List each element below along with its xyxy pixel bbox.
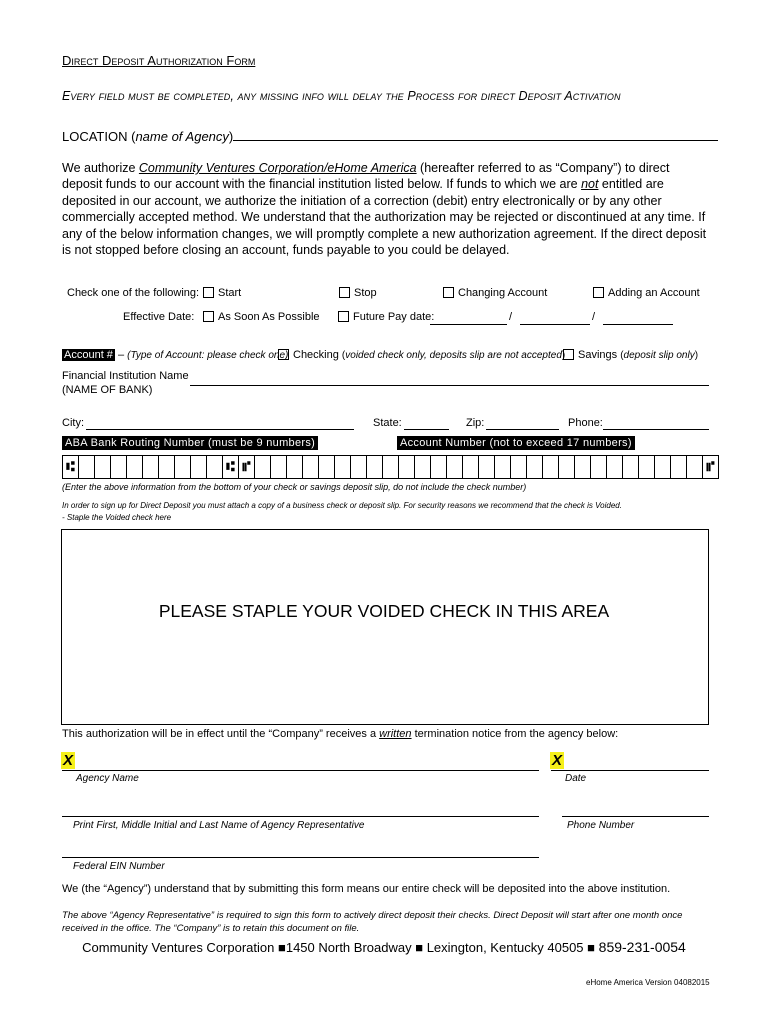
footer-city: Lexington, Kentucky 40505 [426, 940, 584, 955]
micr-entry-grid [62, 455, 719, 479]
auth-text-1: We authorize [62, 161, 139, 175]
effective-date-label: Effective Date: [123, 311, 195, 323]
account-digit-2[interactable] [270, 455, 287, 479]
account-digit-25[interactable] [638, 455, 655, 479]
ein-field[interactable] [62, 857, 539, 858]
city-label: City: [62, 417, 84, 429]
zip-label: Zip: [466, 417, 485, 429]
form-title: Direct Deposit Authorization Form [62, 53, 256, 68]
transit-start-symbol: ⑆ [62, 455, 79, 479]
routing-digit-7[interactable] [174, 455, 191, 479]
routing-number-header: ABA Bank Routing Number (must be 9 numbers) [62, 436, 318, 450]
future-date-year-field[interactable] [603, 312, 673, 325]
account-digit-12[interactable] [430, 455, 447, 479]
savings-option[interactable]: Savings (deposit slip only) [563, 349, 698, 361]
option-future-pay-date[interactable] [338, 311, 434, 323]
date-field[interactable] [551, 770, 709, 771]
agency-name-caption: Agency Name [76, 773, 139, 784]
city-field[interactable] [86, 417, 354, 430]
not-emphasis: not [581, 177, 599, 192]
completion-notice: Every field must be completed, any missing info will delay the Process for direct Deposit Activation [62, 89, 621, 103]
agency-statement: We (the “Agency”) understand that by submitting this form means our entire check will be deposited into the above institution. [62, 883, 671, 895]
written-emphasis: written [379, 728, 412, 740]
savings-checkbox[interactable] [563, 349, 574, 360]
rep-note: The above “Agency Representative” is required to sign this form to actively direct deposit their checks. Direct Deposit will start after one month once received in the office. The “Company” is to retain this document on file. [62, 910, 683, 934]
account-type-note: (Type of Account: please check one) [127, 350, 289, 361]
account-digit-3[interactable] [286, 455, 303, 479]
date-caption: Date [565, 773, 587, 784]
account-digit-5[interactable] [318, 455, 335, 479]
routing-digit-3[interactable] [110, 455, 127, 479]
termination-text-1: This authorization will be in effect until the “Company” receives a [62, 728, 380, 740]
version-label: eHome America Version 04082015 [586, 978, 710, 987]
option-adding-account[interactable] [593, 287, 700, 299]
account-digit-8[interactable] [366, 455, 383, 479]
auth-text-2: (hereafter referred to as “Company”) to direct deposit funds to our account with the financial institution listed below. If funds to which we are [62, 161, 670, 192]
account-digit-4[interactable] [302, 455, 319, 479]
checking-option[interactable]: Checking (voided check only, deposits slip are not accepted) [278, 349, 565, 361]
phone-label: Phone: [568, 417, 603, 429]
option-asap[interactable] [203, 311, 320, 323]
future-date-month-field[interactable] [430, 312, 507, 325]
future-pay-checkbox[interactable] [338, 311, 349, 322]
footer-contact [0, 939, 768, 955]
staple-note-1: In order to sign up for Direct Deposit you must attach a copy of a business check or deposit slip. For security reasons we recommend that the check is Voided. [62, 501, 622, 510]
routing-digit-2[interactable] [94, 455, 111, 479]
footer-org: Community Ventures Corporation [82, 940, 275, 955]
start-checkbox[interactable] [203, 287, 214, 298]
account-digit-15[interactable] [478, 455, 495, 479]
account-digit-9[interactable] [382, 455, 399, 479]
routing-digit-4[interactable] [126, 455, 143, 479]
termination-text-2: termination notice from the agency below: [411, 728, 619, 740]
rep-name-field[interactable] [62, 816, 539, 817]
account-number-header: Account Number (not to exceed 17 numbers) [397, 436, 635, 450]
account-digit-26[interactable] [654, 455, 671, 479]
footer-address: 1450 North Broadway [285, 940, 412, 955]
account-digit-17[interactable] [510, 455, 527, 479]
bank-name-field[interactable] [190, 385, 709, 386]
account-number-label: Account # [64, 349, 113, 361]
onus-symbol: ⑈ [238, 455, 255, 479]
check-one-label: Check one of the following: [67, 287, 200, 299]
account-digit-16[interactable] [494, 455, 511, 479]
rep-name-caption: Print First, Middle Initial and Last Name of Agency Representative [73, 820, 365, 831]
date-sign-x: X [552, 752, 563, 769]
micr-note: (Enter the above information from the bottom of your check or savings deposit slip, do not include the check number) [62, 482, 527, 492]
stop-label: Stop [354, 287, 377, 299]
end-symbol: ⑈ [702, 455, 719, 479]
footer-bullet-icon: ■ [587, 940, 596, 955]
account-digit-21[interactable] [574, 455, 591, 479]
checking-note: voided check only, deposits slip are not accepted [345, 350, 562, 361]
staple-note-2: - Staple the Voided check here [62, 513, 172, 522]
routing-digit-1[interactable] [78, 455, 95, 479]
routing-digit-6[interactable] [158, 455, 175, 479]
account-digit-20[interactable] [558, 455, 575, 479]
authorization-paragraph [62, 160, 712, 258]
account-digit-7[interactable] [350, 455, 367, 479]
checking-checkbox[interactable] [278, 349, 289, 360]
account-digit-1[interactable] [254, 455, 271, 479]
asap-label: As Soon As Possible [218, 311, 320, 323]
account-digit-18[interactable] [526, 455, 543, 479]
termination-text [62, 728, 618, 740]
account-digit-27[interactable] [670, 455, 687, 479]
routing-digit-9[interactable] [206, 455, 223, 479]
checking-label: Checking [293, 349, 339, 361]
phone-field[interactable] [603, 417, 709, 430]
account-digit-14[interactable] [462, 455, 479, 479]
savings-note: deposit slip only [623, 350, 695, 361]
start-label: Start [218, 287, 242, 299]
routing-digit-5[interactable] [142, 455, 159, 479]
bank-label-1: Financial Institution Name [62, 370, 189, 382]
staple-check-area[interactable] [61, 529, 709, 725]
date-slash-2: / [592, 311, 596, 323]
ein-caption: Federal EIN Number [73, 861, 165, 872]
adding-account-checkbox[interactable] [593, 287, 604, 298]
location-label: LOCATION ( [62, 129, 136, 144]
account-digit-19[interactable] [542, 455, 559, 479]
adding-account-label: Adding an Account [608, 287, 700, 299]
location-row [62, 128, 718, 144]
state-field[interactable] [404, 417, 449, 430]
date-slash-1: / [509, 311, 513, 323]
account-digit-24[interactable] [622, 455, 639, 479]
account-digit-10[interactable] [398, 455, 415, 479]
rep-phone-field[interactable] [562, 816, 709, 817]
asap-checkbox[interactable] [203, 311, 214, 322]
routing-digit-8[interactable] [190, 455, 207, 479]
option-changing-account[interactable] [443, 287, 547, 299]
rep-phone-caption: Phone Number [567, 820, 635, 831]
account-digit-11[interactable] [414, 455, 431, 479]
auth-text-3: entitled are deposited in our account, we authorize the initiation of a correction (debit) entry electronically or by any other commercially accepted method. We understand that the authorization may be rejected or discontinued at any time. If any of the below information changes, we will promptly complete a new authorization agreement. If the direct deposit is not stopped before closing an account, funds payable to you could be delayed. [62, 177, 707, 258]
account-digit-28[interactable] [686, 455, 703, 479]
company-name: Community Ventures Corporation/eHome America [138, 161, 417, 175]
staple-area-bottom-line [62, 724, 709, 725]
zip-field[interactable] [486, 417, 559, 430]
state-label: State: [373, 417, 402, 429]
staple-area-text: PLEASE STAPLE YOUR VOIDED CHECK IN THIS AREA [158, 601, 610, 621]
changing-account-checkbox[interactable] [443, 287, 454, 298]
agency-sign-x: X [63, 752, 74, 769]
transit-end-symbol: ⑆ [222, 455, 239, 479]
footer-phone: 859-231-0054 [598, 939, 686, 955]
stop-checkbox[interactable] [339, 287, 350, 298]
option-stop[interactable] [339, 287, 377, 299]
location-field[interactable] [233, 128, 718, 141]
location-label-end: ) [228, 129, 234, 144]
future-date-day-field[interactable] [520, 312, 590, 325]
account-digit-23[interactable] [606, 455, 623, 479]
footer-bullet-icon: ■ [415, 940, 424, 955]
footer-bullet-icon: ■ [277, 940, 286, 955]
option-start[interactable] [203, 287, 241, 299]
account-digit-6[interactable] [334, 455, 351, 479]
changing-account-label: Changing Account [458, 287, 548, 299]
agency-name-field[interactable] [62, 770, 539, 771]
account-digit-13[interactable] [446, 455, 463, 479]
future-pay-label: Future Pay date: [353, 311, 435, 323]
savings-label: Savings [578, 349, 618, 361]
location-label-italic: name of Agency [135, 129, 229, 144]
bank-name-label [62, 369, 189, 397]
bank-label-2: (NAME OF BANK) [62, 384, 153, 396]
account-digit-22[interactable] [590, 455, 607, 479]
account-dash: – [114, 349, 128, 361]
account-type-row [62, 349, 288, 361]
